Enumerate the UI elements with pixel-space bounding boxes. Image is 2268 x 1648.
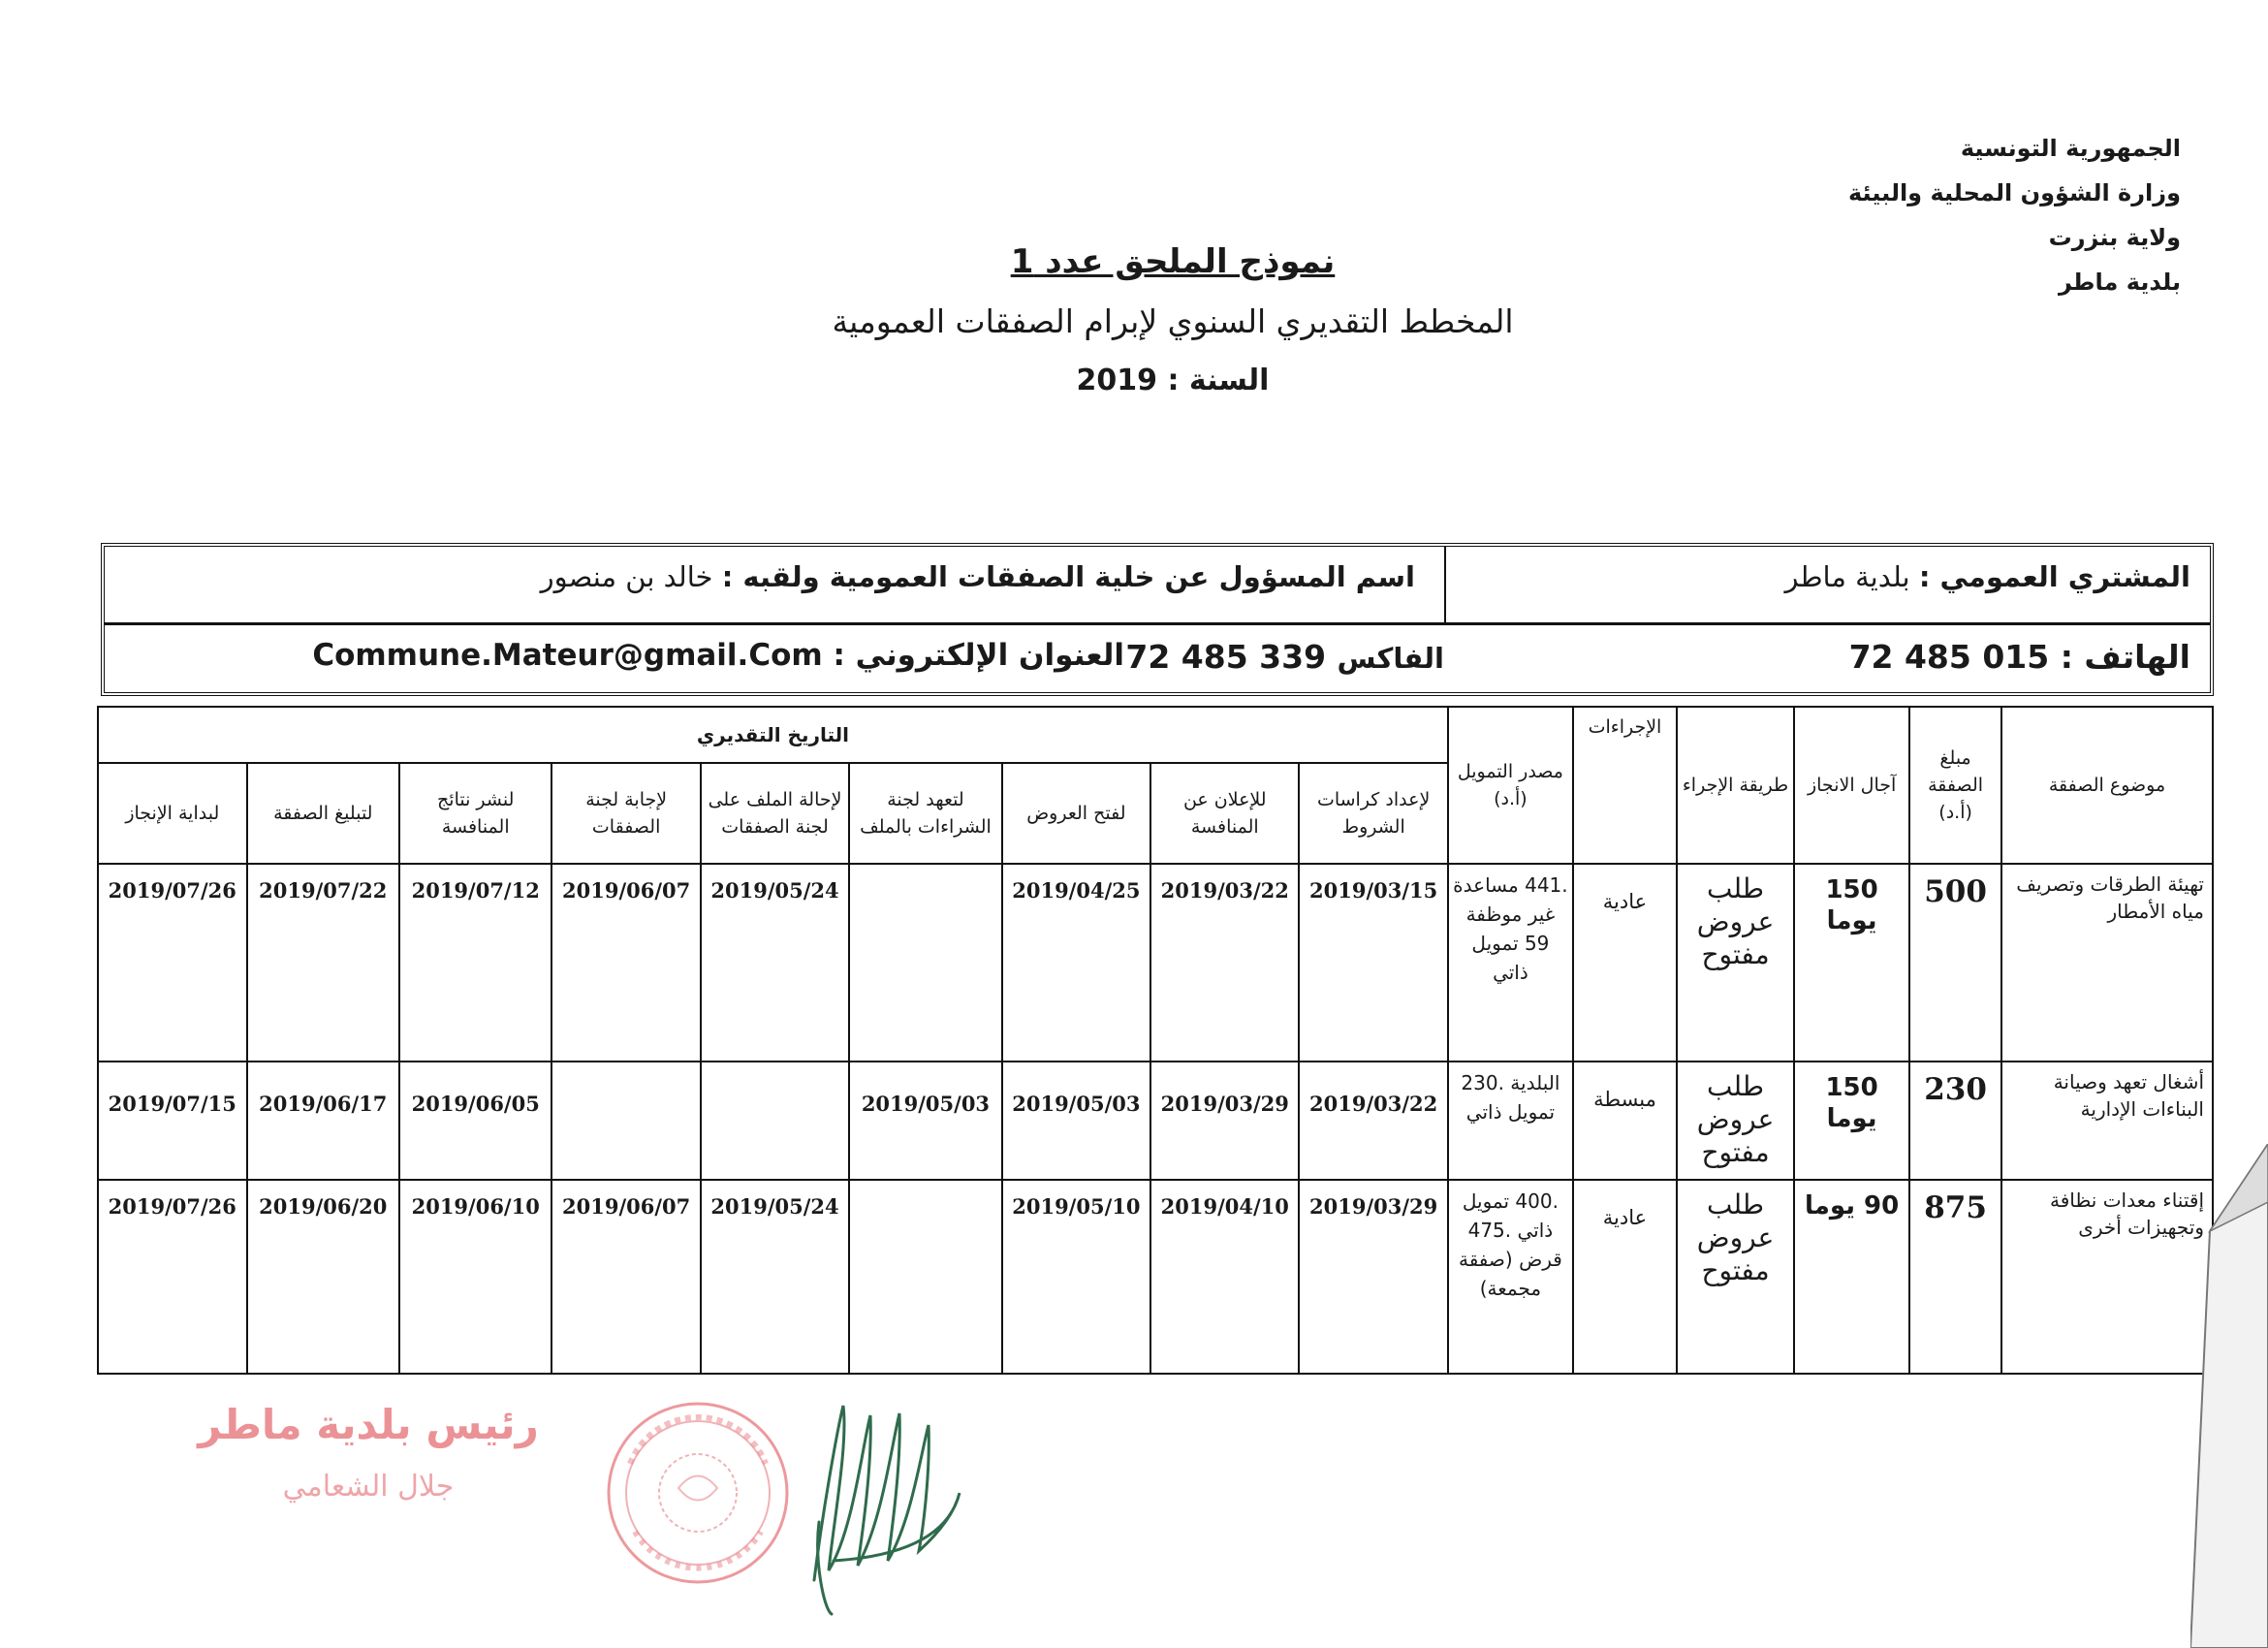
manager-field bbox=[541, 560, 1415, 593]
annex-title: نموذج الملحق عدد 1 bbox=[1010, 242, 1336, 281]
email-label: العنوان الإلكتروني : bbox=[833, 638, 1124, 673]
row-date-open-bids: 2019/04/25 bbox=[1002, 864, 1150, 1062]
header-funding: مصدر التمويل (أ.د) bbox=[1448, 707, 1573, 864]
page-fold-icon bbox=[2190, 1144, 2268, 1648]
row-subject: تهيئة الطرقات وتصريف مياه الأمطار bbox=[2001, 864, 2213, 1062]
row-date-start: 2019/07/26 bbox=[98, 1180, 247, 1374]
row-date-start: 2019/07/15 bbox=[98, 1062, 247, 1180]
header-line-ministry: وزارة الشؤون المحلية والبيئة bbox=[1848, 179, 2181, 206]
row-subject: إقتناء معدات نظافة وتجهيزات أخرى bbox=[2001, 1180, 2213, 1374]
row-date-referral: 2019/05/24 bbox=[701, 1180, 849, 1374]
row-subject: أشغال تعهد وصيانة البناءات الإدارية bbox=[2001, 1062, 2213, 1180]
row-date-notify: 2019/06/20 bbox=[247, 1180, 399, 1374]
row-date-referral: 2019/05/24 bbox=[701, 864, 849, 1062]
phone-label: الهاتف : bbox=[2060, 638, 2190, 676]
manager-value: خالد بن منصور bbox=[540, 560, 713, 593]
table-header-row bbox=[98, 707, 2213, 763]
header-procedure: الإجراءات bbox=[1573, 707, 1677, 864]
table-row bbox=[98, 1180, 2213, 1374]
info-row-buyer bbox=[105, 547, 2210, 625]
phone-value: 72 485 015 bbox=[1848, 638, 2050, 676]
row-duration: 90 يوما bbox=[1794, 1180, 1909, 1374]
municipal-seal-icon bbox=[601, 1396, 795, 1590]
info-divider bbox=[1444, 547, 1446, 622]
row-date-publish-results: 2019/06/05 bbox=[399, 1062, 551, 1180]
row-date-referral bbox=[701, 1062, 849, 1180]
row-amount: 230 bbox=[1909, 1062, 2001, 1180]
row-funding: .400 تمويل ذاتي .475 قرض (صفقة مجمعة) bbox=[1448, 1180, 1573, 1374]
header-date-open-bids: لفتح العروض bbox=[1002, 763, 1150, 864]
row-date-publish-results: 2019/07/12 bbox=[399, 864, 551, 1062]
mayor-stamp bbox=[174, 1401, 562, 1504]
fax-value: 72 485 339 bbox=[1125, 638, 1327, 676]
fax-label: الفاكس bbox=[1337, 642, 1444, 675]
row-date-notify: 2019/07/22 bbox=[247, 864, 399, 1062]
row-date-purchasing-committee: 2019/05/03 bbox=[849, 1062, 1001, 1180]
info-row-contact bbox=[105, 624, 2210, 692]
row-date-specs: 2019/03/29 bbox=[1299, 1180, 1447, 1374]
stamp-name: جلال الشعامي bbox=[282, 1470, 455, 1504]
header-line-municipality: بلدية ماطر bbox=[2059, 269, 2181, 296]
row-date-start: 2019/07/26 bbox=[98, 864, 247, 1062]
buyer-info-box bbox=[101, 543, 2214, 696]
row-date-notify: 2019/06/17 bbox=[247, 1062, 399, 1180]
manager-label: اسم المسؤول عن خلية الصفقات العمومية ولقبه : bbox=[721, 560, 1415, 593]
row-amount: 500 bbox=[1909, 864, 2001, 1062]
row-date-specs: 2019/03/22 bbox=[1299, 1062, 1447, 1180]
email-value: Commune.Mateur@gmail.Com bbox=[312, 638, 823, 673]
row-funding: .441 مساعدة غير موظفة 59 تمويل ذاتي bbox=[1448, 864, 1573, 1062]
row-funding: البلدية .230 تمويل ذاتي bbox=[1448, 1062, 1573, 1180]
buyer-value: بلدية ماطر bbox=[1784, 560, 1910, 593]
row-procedure: عادية bbox=[1573, 864, 1677, 1062]
row-date-committee-reply: 2019/06/07 bbox=[551, 1180, 700, 1374]
row-date-committee-reply bbox=[551, 1062, 700, 1180]
header-estimated-dates: التاريخ التقديري bbox=[98, 707, 1448, 763]
table-row bbox=[98, 1062, 2213, 1180]
row-date-publish-results: 2019/06/10 bbox=[399, 1180, 551, 1374]
email-field bbox=[312, 638, 1124, 673]
header-date-specs: لإعداد كراسات الشروط bbox=[1299, 763, 1447, 864]
row-date-open-bids: 2019/05/10 bbox=[1002, 1180, 1150, 1374]
row-date-announce: 2019/03/22 bbox=[1150, 864, 1299, 1062]
header-date-purchasing-committee: لتعهد لجنة الشراءات بالملف bbox=[849, 763, 1001, 864]
header-line-republic: الجمهورية التونسية bbox=[1960, 135, 2181, 162]
header-date-committee-reply: لإجابة لجنة الصفقات bbox=[551, 763, 700, 864]
row-procedure: مبسطة bbox=[1573, 1062, 1677, 1180]
header-date-publish-results: لنشر نتائج المنافسة bbox=[399, 763, 551, 864]
header-duration: آجال الانجاز bbox=[1794, 707, 1909, 864]
row-duration: 150 يوما bbox=[1794, 864, 1909, 1062]
header-date-notify: لتبليغ الصفقة bbox=[247, 763, 399, 864]
issuer-header bbox=[1793, 126, 2181, 304]
row-method: طلب عروض مفتوح bbox=[1677, 1180, 1794, 1374]
row-procedure: عادية bbox=[1573, 1180, 1677, 1374]
row-date-purchasing-committee bbox=[849, 1180, 1001, 1374]
header-date-start: لبداية الإنجاز bbox=[98, 763, 247, 864]
row-date-open-bids: 2019/05/03 bbox=[1002, 1062, 1150, 1180]
table-row bbox=[98, 864, 2213, 1062]
row-date-purchasing-committee bbox=[849, 864, 1001, 1062]
header-method: طريقة الإجراء bbox=[1677, 707, 1794, 864]
year-label: السنة : 2019 bbox=[1076, 364, 1270, 397]
row-duration: 150 يوما bbox=[1794, 1062, 1909, 1180]
buyer-label: المشتري العمومي : bbox=[1918, 560, 2190, 593]
row-amount: 875 bbox=[1909, 1180, 2001, 1374]
header-subject: موضوع الصفقة bbox=[2001, 707, 2213, 864]
row-date-committee-reply: 2019/06/07 bbox=[551, 864, 700, 1062]
stamp-title: رئيس بلدية ماطر bbox=[198, 1401, 539, 1448]
procurement-schedule-table bbox=[97, 706, 2214, 1375]
header-date-announce: للإعلان عن المنافسة bbox=[1150, 763, 1299, 864]
plan-title: المخطط التقديري السنوي لإبرام الصفقات العمومية bbox=[832, 302, 1514, 340]
header-line-governorate: ولاية بنزرت bbox=[2048, 224, 2181, 251]
header-amount: مبلغ الصفقة (أ.د) bbox=[1909, 707, 2001, 864]
header-date-referral: لإحالة الملف على لجنة الصفقات bbox=[701, 763, 849, 864]
row-date-announce: 2019/04/10 bbox=[1150, 1180, 1299, 1374]
document-title-block bbox=[737, 242, 1609, 397]
buyer-field bbox=[1784, 560, 2190, 593]
fax-field bbox=[1125, 638, 1444, 676]
signature-icon bbox=[795, 1386, 989, 1619]
row-date-announce: 2019/03/29 bbox=[1150, 1062, 1299, 1180]
row-date-specs: 2019/03/15 bbox=[1299, 864, 1447, 1062]
phone-field bbox=[1849, 638, 2190, 676]
row-method: طلب عروض مفتوح bbox=[1677, 864, 1794, 1062]
row-method: طلب عروض مفتوح bbox=[1677, 1062, 1794, 1180]
